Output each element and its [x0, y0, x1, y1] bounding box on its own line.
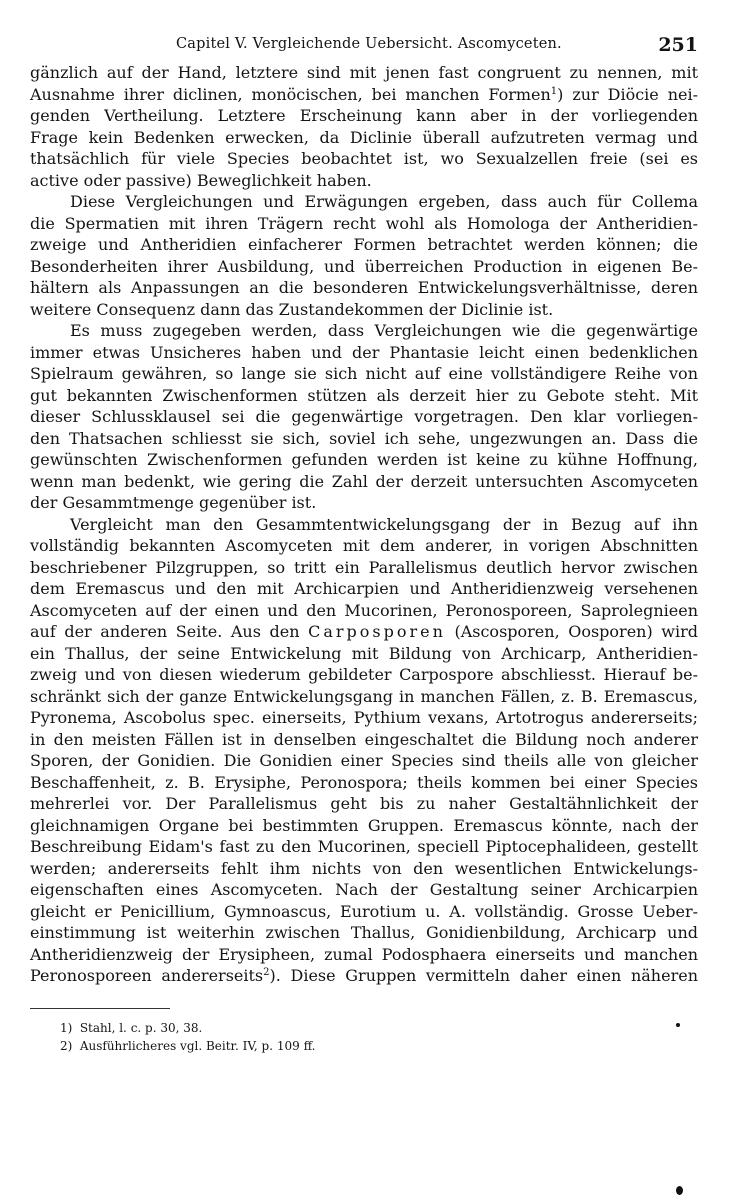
- text-line: weitere Consequenz dann das Zustandekommen der Diclinie ist.: [30, 299, 554, 319]
- text-line: immer etwas Unsicheres haben und der Phantasie leicht einen bedenklichen: [30, 342, 698, 362]
- text-line: Spielraum gewähren, so lange sie sich nicht auf eine vollständigere Reihe von: [30, 364, 698, 383]
- text-fragment: auf der anderen Seite. Aus den: [30, 622, 300, 641]
- text-line: [30, 84, 698, 106]
- text-line: wenn man bedenkt, wie gering die Zahl der derzeit untersuchten Ascomyceten: [30, 471, 698, 491]
- main-text: [30, 62, 698, 987]
- text-line: dieser Schlussklausel sei die gegenwärtige vorgetragen. Den klar vorliegen-: [30, 407, 698, 426]
- text-line: in den meisten Fällen ist in denselben eingeschaltet die Bildung noch anderer: [30, 729, 698, 749]
- footnote-ref-1: 1: [550, 85, 558, 97]
- text-line: Beschreibung Eidam's fast zu den Mucorinen, speciell Piptocephalideen, gestellt: [30, 837, 698, 856]
- paragraph-3: [30, 320, 698, 514]
- ink-speck: [676, 1186, 683, 1195]
- footnote-1: [30, 1019, 698, 1037]
- text-fragment: (Ascosporen, Oosporen) wird: [445, 622, 698, 641]
- text-line: genden Vertheilung. Letztere Erscheinung kann aber in der vorliegenden: [30, 106, 698, 125]
- text-line: gleichnamigen Organe bei bestimmten Gruppen. Eremascus könnte, nach der: [30, 815, 698, 835]
- paragraph-1: [30, 62, 698, 191]
- text-fragment: ) zur Diöcie nei-: [557, 84, 698, 104]
- footnote-number: 2): [60, 1038, 73, 1053]
- ink-speck: [676, 1023, 680, 1027]
- text-line: Es muss zugegeben werden, dass Vergleichungen wie die gegenwärtige: [70, 321, 698, 340]
- text-line: der Gesammtmenge gegenüber ist.: [30, 493, 317, 512]
- text-line: beschriebener Pilzgruppen, so tritt ein Parallelismus deutlich hervor zwischen: [30, 557, 698, 577]
- text-line: einstimmung ist weiterhin zwischen Thallus, Gonidienbildung, Archicarp und: [30, 923, 698, 942]
- text-line: active oder passive) Beweglichkeit haben.: [30, 170, 372, 190]
- text-line: [30, 965, 698, 987]
- text-line: Sporen, der Gonidien. Die Gonidien einer Species sind theils alle von gleicher: [30, 751, 698, 770]
- text-fragment: ). Diese Gruppen vermitteln daher einen näheren: [269, 966, 699, 985]
- text-line: Ascomyceten auf der einen und den Mucorinen, Peronosporeen, Saprolegnieen: [30, 600, 698, 620]
- text-line: zweige und Antheridien einfacherer Formen betrachtet werden können; die: [30, 235, 698, 254]
- text-line: den Thatsachen schliesst sie sich, soviel ich sehe, ungezwungen an. Dass die: [30, 428, 698, 448]
- text-line: [30, 621, 698, 643]
- text-fragment: Ausnahme ihrer diclinen, monöcischen, bei manchen Formen: [30, 84, 551, 104]
- text-line: eigenschaften eines Ascomyceten. Nach der Gestaltung seiner Archicarpien: [30, 880, 698, 899]
- footnote-text: Stahl, l. c. p. 30, 38.: [79, 1020, 203, 1035]
- text-line: Beschaffenheit, z. B. Erysiphe, Peronospora; theils kommen bei einer Species: [30, 772, 698, 792]
- text-line: gut bekannten Zwischenformen stützen als derzeit hier zu Gebote steht. Mit: [30, 385, 698, 405]
- text-line: mehrerlei vor. Der Parallelismus geht bis zu naher Gestaltähnlichkeit der: [30, 794, 698, 813]
- text-line: die Spermatien mit ihren Trägern recht wohl als Homologa der Antheridien-: [30, 213, 698, 233]
- text-line: Diese Vergleichungen und Erwägungen ergeben, dass auch für Collema: [70, 192, 698, 211]
- spaced-term: Carposporen: [308, 622, 446, 641]
- running-header: [30, 32, 698, 62]
- text-line: gleicht er Penicillium, Gymnoascus, Eurotium u. A. vollständig. Grosse Ueber-: [30, 901, 698, 921]
- text-line: vollständig bekannten Ascomyceten mit dem anderer, in vorigen Abschnitten: [30, 536, 698, 555]
- footnote-ref-2: 2: [263, 967, 270, 978]
- text-line: Frage kein Bedenken erwecken, da Diclinie überall aufzutreten vermag und: [30, 127, 698, 147]
- footnote-text: Ausführlicheres vgl. Beitr. IV, p. 109 ff.: [79, 1038, 316, 1053]
- text-line: Antheridienzweig der Erysipheen, zumal Podosphaera einerseits und manchen: [30, 944, 698, 964]
- footnote-2: [30, 1037, 698, 1055]
- text-line: Besonderheiten ihrer Ausbildung, und überreichen Production in eigenen Be-: [30, 256, 698, 276]
- text-line: zweig und von diesen wiederum gebildeter Carpospore abschliesst. Hierauf be-: [30, 665, 698, 684]
- paragraph-4: [30, 514, 698, 987]
- footnote-divider: [30, 1008, 170, 1009]
- text-fragment: Peronosporeen andererseits: [30, 966, 264, 985]
- book-page: [30, 32, 698, 1055]
- text-line: Pyronema, Ascobolus spec. einerseits, Pythium vexans, Artotrogus andererseits;: [30, 708, 698, 727]
- text-line: thatsächlich für viele Species beobachtet ist, wo Sexualzellen freie (sei es: [30, 149, 698, 168]
- text-line: ein Thallus, der seine Entwickelung mit Bildung von Archicarp, Antheridien-: [30, 643, 698, 663]
- page-number: 251: [658, 34, 698, 56]
- text-line: Vergleicht man den Gesammtentwickelungsgang der in Bezug auf ihn: [70, 514, 698, 534]
- paragraph-2: [30, 191, 698, 320]
- text-line: hältern als Anpassungen an die besonderen Entwickelungsverhältnisse, deren: [30, 278, 698, 297]
- footnote-number: 1): [60, 1020, 73, 1035]
- footnotes: [30, 1019, 698, 1055]
- chapter-title: Capitel V. Vergleichende Uebersicht. Ascomyceten.: [176, 36, 562, 52]
- text-line: gewünschten Zwischenformen gefunden werden ist keine zu kühne Hoffnung,: [30, 450, 698, 469]
- text-line: gänzlich auf der Hand, letztere sind mit jenen fast congruent zu nennen, mit: [30, 63, 698, 82]
- text-line: dem Eremascus und den mit Archicarpien und Antheridienzweig versehenen: [30, 579, 698, 598]
- text-line: werden; andererseits fehlt ihm nichts von den wesentlichen Entwickelungs-: [30, 858, 698, 878]
- text-line: schränkt sich der ganze Entwickelungsgang in manchen Fällen, z. B. Eremascus,: [30, 686, 698, 706]
